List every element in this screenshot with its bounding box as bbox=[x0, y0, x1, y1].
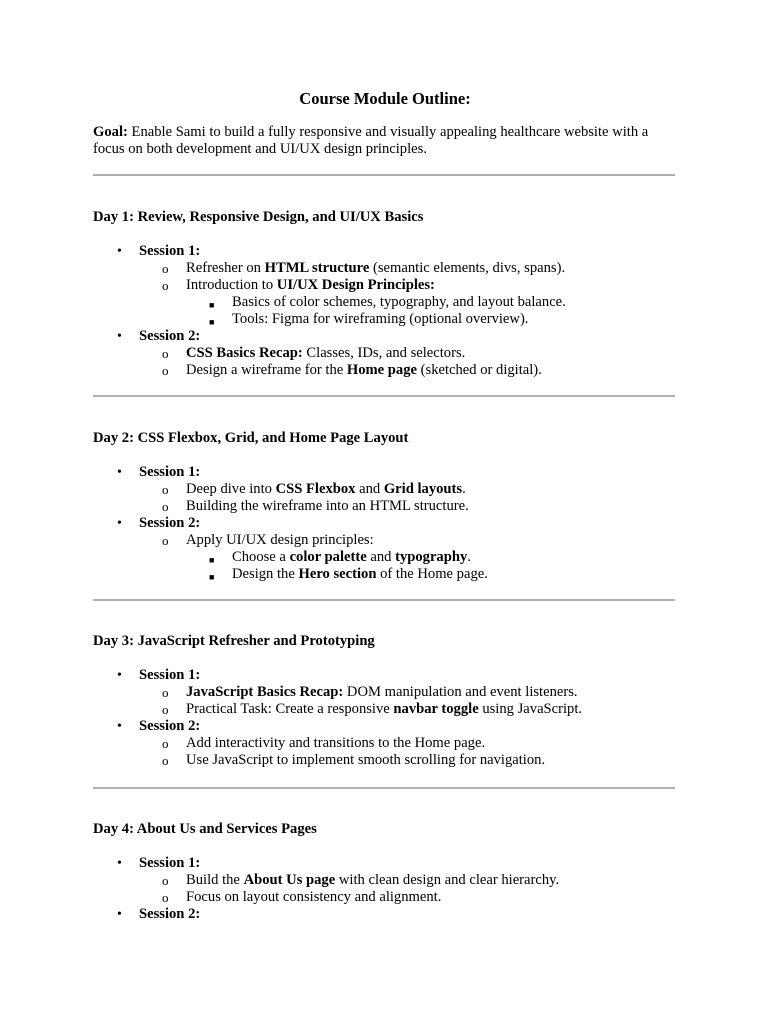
text: Refresher on bbox=[186, 260, 265, 276]
bold-text: Home page bbox=[346, 362, 417, 378]
bullet-disc-icon: • bbox=[117, 329, 122, 344]
bold-text: Session 2: bbox=[139, 515, 201, 531]
bold-text: navbar toggle bbox=[393, 701, 479, 717]
text: Design a wireframe for the bbox=[186, 362, 347, 378]
section-divider bbox=[93, 174, 675, 176]
bullet-circle-icon: o bbox=[162, 533, 169, 548]
bullet-circle-icon: o bbox=[162, 363, 169, 378]
bullet-circle-icon: o bbox=[162, 685, 169, 700]
topic-item bbox=[162, 362, 542, 379]
session-item bbox=[117, 906, 201, 923]
topic-item bbox=[162, 872, 560, 889]
bullet-circle-icon: o bbox=[162, 873, 169, 888]
text: Deep dive into bbox=[186, 481, 276, 497]
text: Add interactivity and transitions to the Home page. bbox=[186, 735, 486, 751]
bold-text: UI/UX Design Principles: bbox=[276, 277, 435, 293]
topic-item bbox=[162, 277, 435, 294]
session-item bbox=[117, 464, 201, 481]
topic-item bbox=[162, 735, 486, 752]
bullet-disc-icon: • bbox=[117, 516, 122, 531]
bullet-disc-icon: • bbox=[117, 244, 122, 259]
subtopic-item bbox=[209, 311, 529, 328]
bold-text: HTML structure bbox=[264, 260, 370, 276]
topic-item bbox=[162, 532, 374, 549]
subtopic-item bbox=[209, 566, 488, 583]
bold-text: JavaScript Basics Recap: bbox=[186, 684, 344, 700]
bold-text: Session 1: bbox=[139, 667, 201, 683]
session-item bbox=[117, 328, 201, 345]
section-divider bbox=[93, 787, 675, 789]
text: Choose a bbox=[232, 549, 290, 565]
bullet-disc-icon: • bbox=[117, 668, 122, 683]
bold-text: CSS Flexbox bbox=[275, 481, 356, 497]
document-title: Course Module Outline: bbox=[299, 89, 471, 108]
session-item bbox=[117, 515, 201, 532]
subtopic-item bbox=[209, 549, 471, 566]
bullet-circle-icon: o bbox=[162, 346, 169, 361]
topic-item bbox=[162, 752, 546, 769]
session-item bbox=[117, 718, 201, 735]
text: using JavaScript. bbox=[478, 701, 583, 717]
day-heading: Day 3: JavaScript Refresher and Prototyping bbox=[93, 633, 375, 649]
bullet-circle-icon: o bbox=[162, 702, 169, 717]
goal-label: Goal: bbox=[93, 124, 128, 140]
text: Basics of color schemes, typography, and layout balance. bbox=[232, 294, 566, 310]
section-divider bbox=[93, 395, 675, 397]
bold-text: CSS Basics Recap: bbox=[186, 345, 303, 361]
text: Apply UI/UX design principles: bbox=[186, 532, 374, 548]
topic-item bbox=[162, 481, 466, 498]
text: Practical Task: Create a responsive bbox=[186, 701, 394, 717]
text: Introduction to bbox=[186, 277, 277, 293]
bold-text: Hero section bbox=[298, 566, 377, 582]
text: (semantic elements, divs, spans). bbox=[369, 260, 566, 276]
text: with clean design and clear hierarchy. bbox=[335, 872, 560, 888]
session-item bbox=[117, 243, 201, 260]
section-divider bbox=[93, 599, 675, 601]
text: . bbox=[467, 549, 471, 565]
bold-text: Session 2: bbox=[139, 718, 201, 734]
text: Build the bbox=[186, 872, 244, 888]
subtopic-item bbox=[209, 294, 566, 311]
bold-text: Session 1: bbox=[139, 243, 201, 259]
bold-text: Session 1: bbox=[139, 464, 201, 480]
topic-item bbox=[162, 701, 583, 718]
bullet-circle-icon: o bbox=[162, 261, 169, 276]
text: Design the bbox=[232, 566, 299, 582]
bullet-circle-icon: o bbox=[162, 890, 169, 905]
bullet-circle-icon: o bbox=[162, 499, 169, 514]
bold-text: color palette bbox=[289, 549, 367, 565]
bullet-circle-icon: o bbox=[162, 736, 169, 751]
text: Building the wireframe into an HTML structure. bbox=[186, 498, 469, 514]
bold-text: Grid layouts bbox=[383, 481, 463, 497]
topic-item bbox=[162, 684, 578, 701]
session-item bbox=[117, 667, 201, 684]
session-item bbox=[117, 855, 201, 872]
topic-item bbox=[162, 498, 469, 515]
bullet-square-icon: ■ bbox=[209, 572, 215, 582]
goal-paragraph bbox=[93, 124, 677, 158]
goal-text: Enable Sami to build a fully responsive and visually appealing healthcare website with a focus on both development and UI/UX design principles. bbox=[93, 124, 649, 157]
text: . bbox=[462, 481, 466, 497]
text: Classes, IDs, and selectors. bbox=[302, 345, 466, 361]
bold-text: Session 2: bbox=[139, 328, 201, 344]
day-heading: Day 4: About Us and Services Pages bbox=[93, 821, 317, 837]
day-heading: Day 2: CSS Flexbox, Grid, and Home Page Layout bbox=[93, 430, 409, 446]
bullet-disc-icon: • bbox=[117, 465, 122, 480]
bullet-disc-icon: • bbox=[117, 856, 122, 871]
bullet-circle-icon: o bbox=[162, 482, 169, 497]
text: of the Home page. bbox=[376, 566, 488, 582]
text: (sketched or digital). bbox=[417, 362, 542, 378]
bullet-square-icon: ■ bbox=[209, 300, 215, 310]
topic-item bbox=[162, 889, 442, 906]
text: and bbox=[366, 549, 396, 565]
text: Tools: Figma for wireframing (optional overview). bbox=[232, 311, 529, 327]
bold-text: About Us page bbox=[243, 872, 336, 888]
bullet-circle-icon: o bbox=[162, 753, 169, 768]
text: Focus on layout consistency and alignment. bbox=[186, 889, 442, 905]
bullet-square-icon: ■ bbox=[209, 555, 215, 565]
text: and bbox=[355, 481, 384, 497]
text: DOM manipulation and event listeners. bbox=[343, 684, 578, 700]
topic-item bbox=[162, 345, 466, 362]
day-heading: Day 1: Review, Responsive Design, and UI/UX Basics bbox=[93, 209, 424, 225]
bullet-square-icon: ■ bbox=[209, 317, 215, 327]
bold-text: Session 2: bbox=[139, 906, 201, 922]
bullet-disc-icon: • bbox=[117, 719, 122, 734]
bullet-disc-icon: • bbox=[117, 907, 122, 922]
bullet-circle-icon: o bbox=[162, 278, 169, 293]
bold-text: typography bbox=[395, 549, 468, 565]
bold-text: Session 1: bbox=[139, 855, 201, 871]
text: Use JavaScript to implement smooth scrolling for navigation. bbox=[186, 752, 546, 768]
topic-item bbox=[162, 260, 566, 277]
